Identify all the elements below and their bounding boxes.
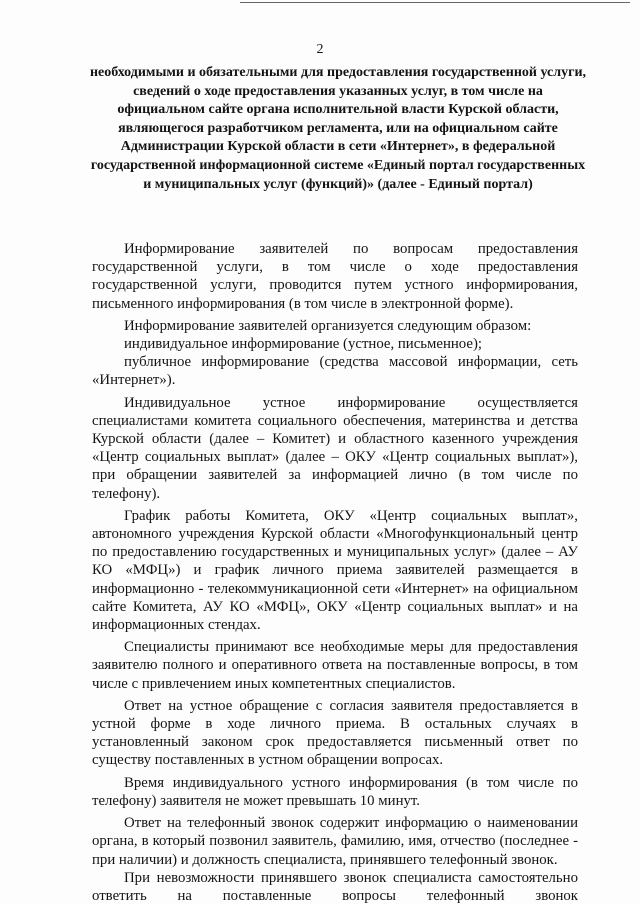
paragraph: Информирование заявителей организуется следующим образом: bbox=[124, 317, 532, 334]
paragraph: Специалисты принимают все необходимые меры для предоставления заявителю полного и оперативного ответа на поставленные вопросы, в том числе с привлечением иных компетентных специалистов. bbox=[92, 639, 578, 692]
paragraph: индивидуальное информирование (устное, письменное); bbox=[124, 336, 482, 353]
page-number: 2 bbox=[316, 42, 324, 57]
section-heading: необходимыми и обязательными для предоставления государственной услуги, сведений о ходе предоставления указанных услуг, в том числе на официальном сайте органа исполнительной власти Курской области, являющегося разработчиком регламента, или на официальном сайте Администрации Курской области в сети «Интернет», в федеральной государственной информационной системе «Единый портал государственных и муниципальных услуг (функций)» (далее - Единый портал) bbox=[89, 65, 587, 192]
paragraph: График работы Комитета, ОКУ «Центр социальных выплат», автономного учреждения Курской области «Многофункциональный центр по предоставлению государственных и муниципальных услуг» (далее – АУ КО «МФЦ») и график личного приема заявителей размещается в информационно - телекоммуникационной сети «Интернет» на официальном сайте Комитета, АУ КО «МФЦ», ОКУ «Центр социальных выплат» и на информационных стендах. bbox=[92, 507, 578, 634]
paragraph: Ответ на устное обращение с согласия заявителя предоставляется в устной форме в ходе личного приема. В остальных случаях в установленный законом срок предоставляется письменный ответ по существу поставленных в устном обращении вопросах. bbox=[92, 697, 578, 769]
body-text bbox=[92, 240, 578, 909]
paragraph: Ответ на телефонный звонок содержит информацию о наименовании органа, в который позвонил заявитель, фамилию, имя, отчество (последнее - при наличии) и должность специалиста, принявшего телефонный звонок. bbox=[92, 815, 578, 868]
paragraph: При невозможности принявшего звонок специалиста самостоятельно ответить на поставленные вопросы телефонный звонок bbox=[92, 869, 578, 904]
paragraph: публичное информирование (средства массовой информации, сеть «Интернет»). bbox=[92, 354, 578, 389]
paragraph: Информирование заявителей по вопросам предоставления государственной услуги, в том числе о ходе предоставления государственной услуги, проводится путем устного информирования, письменного информирования (в том числе в электронной форме). bbox=[92, 241, 578, 312]
paragraph: Время индивидуального устного информирования (в том числе по телефону) заявителя не может превышать 10 минут. bbox=[92, 774, 578, 809]
paragraph: Индивидуальное устное информирование осуществляется специалистами комитета социального обеспечения, материнства и детства Курской области (далее – Комитет) и областного казенного учреждения «Центр социальных выплат» (далее – ОКУ «Центр социальных выплат»), при обращении заявителей за информацией лично (в том числе по телефону). bbox=[92, 394, 578, 502]
top-rule bbox=[240, 2, 630, 3]
